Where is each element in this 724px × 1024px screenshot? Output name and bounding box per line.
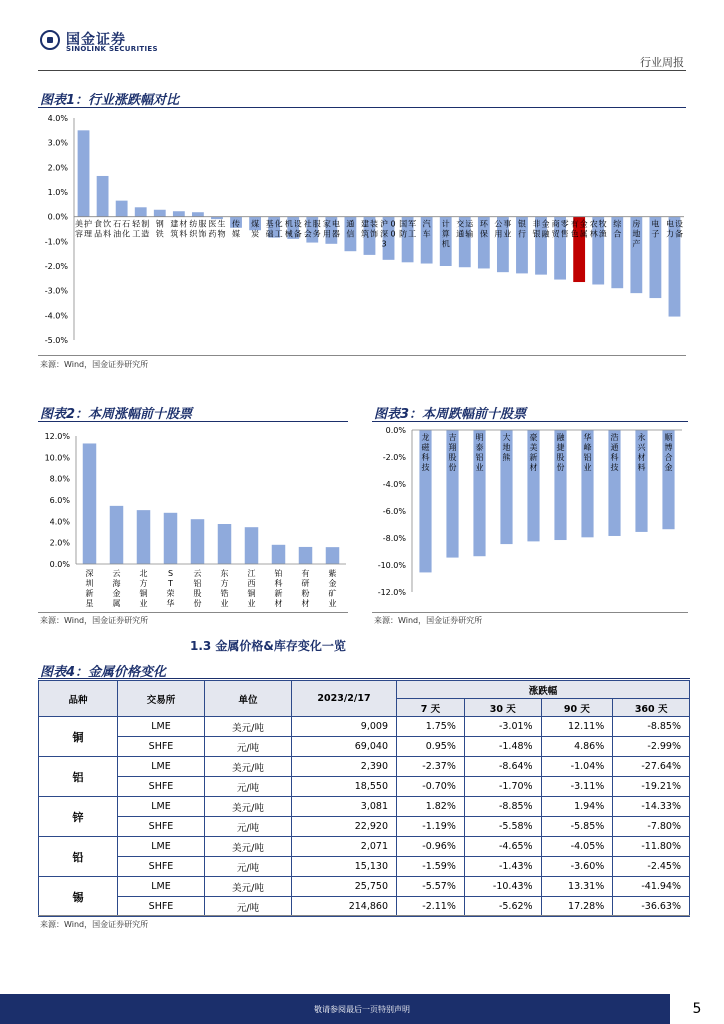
y-tick-label: -2.0%	[44, 262, 68, 271]
category-label: 通信	[346, 219, 355, 239]
category-label: S T 荣华	[166, 569, 175, 608]
change-7d-cell: 1.82%	[397, 797, 465, 817]
y-tick-label: -4.0%	[382, 480, 406, 489]
chart3-source: 来源：Wind，国金证券研究所	[374, 616, 483, 625]
metal-name: 铜	[39, 717, 118, 757]
chart2-source: 来源：Wind，国金证券研究所	[40, 616, 149, 625]
bar-1	[78, 130, 90, 216]
change-7d-cell: -0.96%	[397, 837, 465, 857]
chart1-caption: 图表1：行业涨跌幅对比	[40, 93, 180, 108]
change-360d-cell: -41.94%	[613, 877, 690, 897]
category-label: 材料	[179, 219, 188, 239]
metal-name: 锌	[39, 797, 118, 837]
chart1-industry-change	[38, 110, 688, 352]
change-30d-cell: -3.01%	[464, 717, 541, 737]
change-7d-cell: -2.37%	[397, 757, 465, 777]
change-360d-cell: -8.85%	[613, 717, 690, 737]
exchange-cell: SHFE	[118, 777, 205, 797]
y-tick-label: -2.0%	[382, 453, 406, 462]
unit-cell: 元/吨	[205, 777, 292, 797]
page-number: 5	[670, 994, 724, 1024]
y-tick-label: 0.0%	[47, 212, 68, 222]
y-tick-label: 4.0%	[47, 114, 68, 123]
footer-disclaimer: 敬请参阅最后一页特别声明	[314, 1005, 410, 1014]
table-caption: 图表4：金属价格变化	[40, 665, 167, 680]
chart3-source-line	[372, 612, 688, 613]
category-label: 北方铜业	[139, 569, 148, 608]
th-exchange: 交易所	[118, 681, 205, 717]
category-label: 金属	[579, 219, 588, 239]
unit-cell: 元/吨	[205, 737, 292, 757]
category-label: 社会	[303, 219, 312, 239]
table-source-line	[38, 915, 690, 916]
change-90d-cell: -3.60%	[541, 857, 613, 877]
change-360d-cell: -36.63%	[613, 897, 690, 917]
category-label: 银行	[517, 219, 526, 239]
doc-type: 行业周报	[640, 56, 684, 69]
change-360d-cell: -19.21%	[613, 777, 690, 797]
chart2-caption: 图表2：本周涨幅前十股票	[40, 407, 193, 422]
chart1-source: 来源：Wind，国金证券研究所	[40, 360, 149, 369]
bar-4	[135, 207, 147, 216]
category-label: 东方锆业	[220, 569, 229, 608]
table-row	[39, 757, 690, 777]
bar-2	[110, 506, 124, 564]
category-label: 建筑	[360, 219, 369, 239]
price-cell: 214,860	[292, 897, 397, 917]
change-7d-cell: 0.95%	[397, 737, 465, 757]
change-90d-cell: -5.85%	[541, 817, 613, 837]
category-label: 有色	[570, 219, 579, 239]
category-label: 房地产	[632, 219, 641, 249]
category-label: 公用	[494, 219, 503, 239]
y-tick-label: 6.0%	[49, 496, 70, 505]
unit-cell: 元/吨	[205, 857, 292, 877]
chart1-source-line	[38, 355, 686, 356]
bar-10	[326, 547, 340, 564]
bar-4	[164, 513, 178, 564]
category-label: 机械	[284, 219, 293, 239]
metal-price-table	[38, 680, 690, 917]
table-row	[39, 857, 690, 877]
category-label: 国防	[399, 219, 408, 239]
category-label: 家用	[322, 219, 331, 239]
category-label: 零售	[560, 219, 569, 239]
change-90d-cell: -1.04%	[541, 757, 613, 777]
bar-1	[83, 443, 97, 564]
logo-name: 国金证券	[66, 32, 126, 48]
price-cell: 9,009	[292, 717, 397, 737]
change-30d-cell: -8.85%	[464, 797, 541, 817]
change-7d-cell: 1.75%	[397, 717, 465, 737]
change-90d-cell: 1.94%	[541, 797, 613, 817]
category-label: 浩通科技	[610, 433, 619, 472]
bar-5	[191, 519, 205, 564]
category-label: 护理	[84, 219, 93, 239]
bar-7	[245, 527, 259, 564]
change-30d-cell: -8.64%	[464, 757, 541, 777]
y-tick-label: 0.0%	[49, 560, 70, 569]
category-label: 非银	[532, 219, 541, 239]
chart2-top-gainers	[38, 424, 350, 610]
change-30d-cell: -5.62%	[464, 897, 541, 917]
y-tick-label: -3.0%	[44, 286, 68, 296]
table-row	[39, 737, 690, 757]
category-label: 深圳新星	[85, 569, 94, 608]
header-divider	[38, 70, 686, 71]
category-label: 医药	[208, 219, 217, 239]
bar-8	[272, 545, 286, 564]
chart3-caption: 图表3：本周跌幅前十股票	[374, 407, 527, 422]
category-label: 运输	[465, 219, 474, 239]
category-label: 交通	[456, 219, 465, 239]
category-label: 军工	[408, 219, 417, 239]
category-label: 服饰	[198, 219, 207, 239]
table-row	[39, 877, 690, 897]
chart3-top-losers	[372, 424, 688, 610]
y-tick-label: 2.0%	[49, 538, 70, 548]
category-label: 吉翔股份	[448, 433, 457, 472]
change-90d-cell: 17.28%	[541, 897, 613, 917]
section-heading: 1.3 金属价格&库存变化一览	[190, 639, 346, 653]
change-90d-cell: 13.31%	[541, 877, 613, 897]
change-90d-cell: -4.05%	[541, 837, 613, 857]
unit-cell: 美元/吨	[205, 717, 292, 737]
category-label: 石油	[113, 219, 122, 239]
change-90d-cell: 12.11%	[541, 717, 613, 737]
change-360d-cell: -2.99%	[613, 737, 690, 757]
y-tick-label: 3.0%	[47, 138, 68, 148]
change-30d-cell: -1.70%	[464, 777, 541, 797]
bar-5	[154, 210, 166, 217]
table-row	[39, 717, 690, 737]
th-unit: 单位	[205, 681, 292, 717]
chart2-source-line	[38, 612, 348, 613]
category-label: 紫金矿业	[328, 569, 337, 608]
price-cell: 15,130	[292, 857, 397, 877]
th-date: 2023/2/17	[292, 681, 397, 717]
th-360d: 360 天	[613, 699, 690, 717]
th-30d: 30 天	[464, 699, 541, 717]
change-30d-cell: -1.43%	[464, 857, 541, 877]
category-label: 华峰铝业	[583, 433, 592, 472]
exchange-cell: SHFE	[118, 737, 205, 757]
th-90d: 90 天	[541, 699, 613, 717]
category-label: 云海金属	[112, 569, 121, 608]
change-7d-cell: -0.70%	[397, 777, 465, 797]
category-label: 农林	[589, 219, 598, 239]
category-label: 永兴材料	[637, 433, 646, 472]
unit-cell: 美元/吨	[205, 757, 292, 777]
category-label: 石化	[122, 219, 131, 239]
category-label: 环保	[479, 219, 488, 239]
category-label: 服务	[312, 219, 321, 239]
change-360d-cell: -14.33%	[613, 797, 690, 817]
price-cell: 3,081	[292, 797, 397, 817]
exchange-cell: SHFE	[118, 857, 205, 877]
bar-6	[218, 524, 232, 564]
unit-cell: 元/吨	[205, 897, 292, 917]
table-caption-line	[38, 678, 690, 679]
category-label: 汽车	[422, 219, 431, 239]
change-360d-cell: -27.64%	[613, 757, 690, 777]
y-tick-label: -8.0%	[382, 534, 406, 543]
unit-cell: 美元/吨	[205, 837, 292, 857]
category-label: 综合	[613, 219, 622, 239]
category-label: 江西铜业	[247, 569, 256, 608]
category-label: 商贸	[551, 219, 560, 239]
bar-2	[97, 176, 109, 217]
metal-name: 锡	[39, 877, 118, 917]
category-label: 煤炭	[251, 219, 260, 239]
category-label: 生物	[217, 219, 226, 239]
bar-7	[192, 212, 204, 216]
unit-cell: 元/吨	[205, 817, 292, 837]
category-label: 沪深 3	[380, 219, 389, 249]
category-label: 饮料	[103, 219, 112, 239]
change-360d-cell: -11.80%	[613, 837, 690, 857]
unit-cell: 美元/吨	[205, 797, 292, 817]
change-360d-cell: -2.45%	[613, 857, 690, 877]
category-label: 事业	[503, 219, 512, 239]
y-tick-label: 1.0%	[47, 188, 68, 197]
y-tick-label: -12.0%	[377, 588, 406, 597]
table-row	[39, 897, 690, 917]
th-change: 涨跌幅	[397, 681, 690, 699]
category-label: 电子	[651, 219, 660, 239]
change-360d-cell: -7.80%	[613, 817, 690, 837]
change-90d-cell: -3.11%	[541, 777, 613, 797]
price-cell: 22,920	[292, 817, 397, 837]
category-label: 铂科新材	[274, 569, 283, 608]
exchange-cell: LME	[118, 877, 205, 897]
metal-name: 铅	[39, 837, 118, 877]
exchange-cell: LME	[118, 837, 205, 857]
chart2-caption-line	[38, 421, 348, 422]
bar-3	[137, 510, 151, 564]
table-source: 来源：Wind，国金证券研究所	[40, 920, 149, 929]
category-label: 轻工	[132, 219, 141, 239]
category-label: 大地熊	[502, 433, 511, 462]
category-label: 电器	[331, 219, 340, 239]
category-label: 传媒	[232, 219, 241, 239]
bar-3	[116, 201, 128, 217]
chart1-caption-line	[38, 107, 686, 108]
y-tick-label: -4.0%	[44, 311, 68, 321]
price-cell: 25,750	[292, 877, 397, 897]
y-tick-label: -6.0%	[382, 507, 406, 516]
th-variety: 品种	[39, 681, 118, 717]
y-tick-label: 0.0%	[385, 426, 406, 435]
category-label: 化工	[274, 219, 283, 239]
category-label: 明泰铝业	[475, 433, 484, 472]
change-7d-cell: -2.11%	[397, 897, 465, 917]
exchange-cell: LME	[118, 757, 205, 777]
metal-name: 铝	[39, 757, 118, 797]
logo-name-en: SINOLINK SECURITIES	[66, 45, 158, 53]
category-label: 计算机	[441, 219, 450, 249]
y-tick-label: -5.0%	[44, 336, 68, 345]
category-label: 云铝股份	[193, 569, 202, 608]
price-cell: 18,550	[292, 777, 397, 797]
change-30d-cell: -10.43%	[464, 877, 541, 897]
change-30d-cell: -5.58%	[464, 817, 541, 837]
bar-6	[173, 211, 185, 216]
logo-icon	[40, 30, 60, 50]
category-label: 设备	[674, 219, 683, 239]
y-tick-label: 12.0%	[44, 432, 70, 441]
y-tick-label: 2.0%	[47, 163, 68, 173]
category-label: 有研粉材	[301, 569, 310, 608]
category-label: 建筑	[170, 219, 179, 239]
category-label: 食品	[94, 219, 103, 239]
category-label: 电力	[665, 219, 674, 239]
change-30d-cell: -4.65%	[464, 837, 541, 857]
category-label: 制造	[141, 219, 150, 239]
category-label: 金融	[541, 219, 550, 239]
exchange-cell: SHFE	[118, 897, 205, 917]
table-row	[39, 797, 690, 817]
y-tick-label: -1.0%	[44, 237, 68, 247]
category-label: 豪美新材	[529, 433, 538, 472]
price-cell: 2,071	[292, 837, 397, 857]
change-7d-cell: -1.59%	[397, 857, 465, 877]
category-label: 设备	[293, 219, 302, 239]
category-label: 纺织	[189, 219, 198, 239]
unit-cell: 美元/吨	[205, 877, 292, 897]
y-tick-label: -10.0%	[377, 561, 406, 570]
exchange-cell: LME	[118, 717, 205, 737]
table-row	[39, 837, 690, 857]
category-label: 牧渔	[598, 219, 607, 239]
price-cell: 2,390	[292, 757, 397, 777]
chart3-caption-line	[372, 421, 688, 422]
price-cell: 69,040	[292, 737, 397, 757]
category-label: 美容	[75, 219, 84, 239]
change-7d-cell: -5.57%	[397, 877, 465, 897]
bar-9	[299, 547, 313, 564]
category-label: 融捷股份	[556, 433, 565, 472]
category-label: 顺博合金	[664, 433, 673, 472]
change-30d-cell: -1.48%	[464, 737, 541, 757]
change-7d-cell: -1.19%	[397, 817, 465, 837]
exchange-cell: SHFE	[118, 817, 205, 837]
table-row	[39, 817, 690, 837]
category-label: 0 0	[390, 219, 396, 239]
exchange-cell: LME	[118, 797, 205, 817]
th-7d: 7 天	[397, 699, 465, 717]
y-tick-label: 10.0%	[44, 453, 70, 463]
table-row	[39, 777, 690, 797]
category-label: 基础	[265, 219, 274, 239]
y-tick-label: 4.0%	[49, 517, 70, 527]
y-tick-label: 8.0%	[49, 474, 70, 484]
change-90d-cell: 4.86%	[541, 737, 613, 757]
category-label: 龙磁科技	[421, 433, 430, 472]
category-label: 钢铁	[155, 219, 164, 239]
category-label: 装饰	[369, 219, 378, 239]
